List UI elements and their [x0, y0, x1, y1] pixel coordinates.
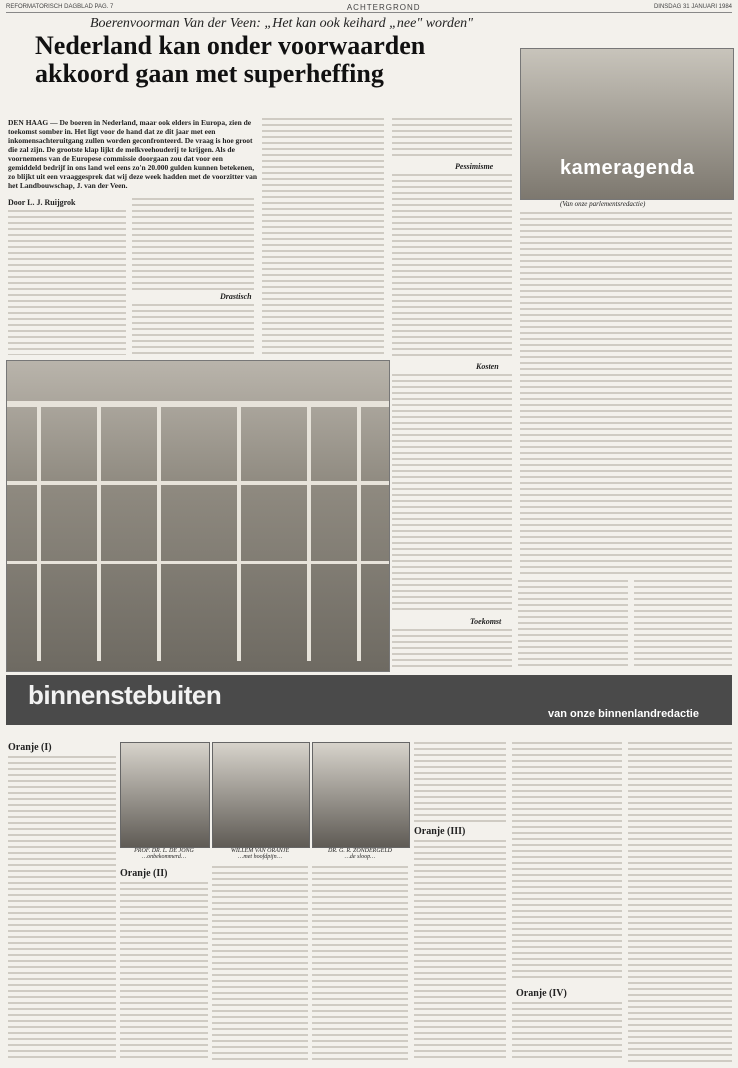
milking-parlour-photo: [6, 360, 390, 672]
article-column-4: [392, 118, 512, 160]
section-oranje-2: Oranje (II): [120, 868, 168, 879]
banner-title: binnenstebuiten: [28, 680, 222, 710]
masthead-section: ACHTERGROND: [346, 2, 421, 12]
subhead-pessimisme: Pessimisme: [455, 162, 494, 171]
caption-zondergeld: [312, 848, 408, 860]
kamera-column: [520, 212, 732, 577]
banner-subtitle: van onze binnenlandredactie: [548, 708, 699, 720]
caption-zondergeld-role: …de sloop…: [344, 854, 376, 860]
caption-zondergeld-name: DR. G. R. ZONDERGELD: [328, 848, 392, 854]
article-column-2: [132, 198, 254, 290]
article-byline: Door L. J. Ruijgrok: [8, 198, 76, 207]
section-oranje-3: Oranje (III): [414, 826, 466, 837]
article-column-5b: [392, 629, 512, 669]
oranje-2-text-c: [312, 866, 408, 1062]
masthead-left: REFORMATORISCH DAGBLAD PAG. 7: [6, 4, 114, 10]
portrait-willem-van-oranje: [212, 742, 310, 848]
caption-willem-name: WILLEM VAN ORANJE: [230, 848, 290, 854]
oranje-3-text-a: [414, 742, 506, 822]
oranje-2-text-b: [212, 866, 308, 1062]
masthead-date: DINSDAG 31 JANUARI 1984: [653, 4, 732, 10]
oranje-3-text-b: [414, 840, 506, 1062]
subhead-kosten: Kosten: [476, 362, 499, 371]
portrait-zondergeld: [312, 742, 410, 848]
article-headline: Nederland kan onder voorwaarden akkoord gaan met superheffing: [35, 31, 426, 88]
article-kicker: Boerenvoorman Van der Veen: „Het kan ook keihard „nee" worden": [90, 16, 474, 31]
article-column-1: [8, 210, 126, 355]
portrait-de-jong: [120, 742, 210, 848]
caption-de-jong-name: PROF. DR. L. DE JONG: [134, 848, 194, 854]
section-oranje-4: Oranje (IV): [516, 988, 567, 999]
subhead-toekomst: Toekomst: [470, 617, 502, 626]
kamera-column-c: [634, 580, 732, 670]
article-lead: DEN HAAG — De boeren in Nederland, maar ook elders in Europa, zien de toekomst somber in. Het ligt voor de hand dat ze dit jaar met een inkomensachteruitgang zullen worden geconfronteerd. De vraag is hoe groot die zal zijn. De grootste klap lijkt de melkveehouderij te krijgen. Als de voornemens van de Europese commissie doorgaan zou dat voor een gemiddeld bedrijf in ons land wel eens zo'n 20.000 gulden kunnen betekenen, zo blijkt uit een vraaggesprek dat wij deze week hadden met de voorzitter van het Landbouwschap, J. van der Veen.: [8, 118, 258, 190]
masthead: [6, 2, 732, 13]
oranje-4-text-b: [628, 742, 732, 1062]
caption-de-jong-role: …onbekommerd…: [141, 854, 187, 860]
article-column-2b: [132, 304, 254, 355]
caption-de-jong: [120, 848, 208, 860]
caption-willem-role: …met hoofdpijn…: [238, 854, 282, 860]
kamera-column-b: [518, 580, 628, 670]
oranje-4-text: [512, 1002, 622, 1062]
kamera-title: kameragenda: [560, 157, 695, 179]
caption-willem: [212, 848, 308, 860]
oranje-1-text: [8, 756, 116, 1061]
subhead-drastisch: Drastisch: [220, 292, 252, 301]
kamera-caption: (Van onze parlementsredactie): [560, 200, 646, 208]
oranje-3-text-c: [512, 742, 622, 982]
oranje-2-text-a: [120, 882, 208, 1062]
article-column-5: [392, 374, 512, 614]
article-column-3: [262, 118, 384, 355]
article-column-4b: [392, 174, 512, 360]
section-oranje-1: Oranje (I): [8, 742, 52, 753]
